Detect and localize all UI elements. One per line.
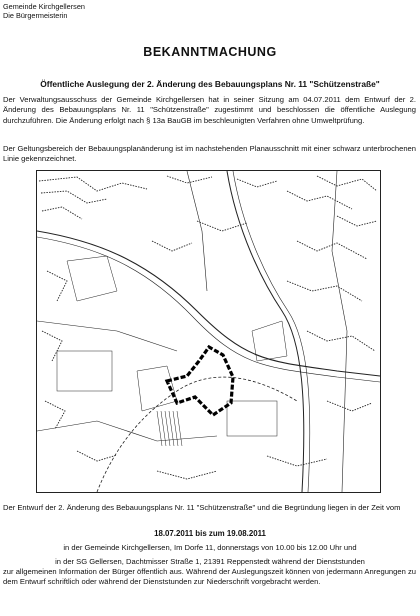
plan-excerpt-map	[36, 170, 381, 493]
location-joint-municipality: in der SG Gellersen, Dachtmisser Straße 1, 21391 Reppenstedt während der Dienststunden	[55, 557, 365, 566]
paragraph-scope: Der Geltungsbereich der Bebauungsplanänderung ist im nachstehenden Planausschnitt mit einer schwarz unterbrochenen Linie gekennzeichnet.	[3, 144, 416, 164]
notice-subtitle: Öffentliche Auslegung der 2. Änderung des Bebauungsplans Nr. 11 "Schützenstraße"	[40, 79, 380, 89]
municipality-name: Gemeinde Kirchgellersen	[3, 2, 85, 11]
plan-map-drawing	[37, 171, 380, 492]
paragraph-public-information: zur allgemeinen Information der Bürger öffentlich aus. Während der Auslegungszeit können von jedermann Anregungen zu dem Entwurf schriftlich oder während der Dienststunden zur Niederschrift vorgebracht werden.	[3, 567, 416, 587]
notice-title: BEKANNTMACHUNG	[143, 45, 277, 59]
display-dates: 18.07.2011 bis zum 19.08.2011	[154, 529, 266, 538]
office-name: Die Bürgermeisterin	[3, 11, 68, 20]
scope-boundary	[167, 347, 233, 415]
paragraph-display-period: Der Entwurf der 2. Änderung des Bebauungsplans Nr. 11 "Schützenstraße" und die Begründung liegen in der Zeit vom	[3, 503, 401, 512]
letterhead	[3, 2, 85, 20]
paragraph-resolution: Der Verwaltungsausschuss der Gemeinde Kirchgellersen hat in seiner Sitzung am 04.07.2011 dem Entwurf der 2. Änderung des Bebauungsplans Nr. 11 "Schützenstraße" zugestimmt und beschlossen die öffentliche Auslegung durchzuführen. Die Änderung erfolgt nach § 13a BauGB im beschleunigten Verfahren ohne Umweltprüfung.	[3, 95, 416, 125]
location-municipality: in der Gemeinde Kirchgellersen, Im Dorfe 11, donnerstags von 10.00 bis 12.00 Uhr und	[63, 543, 357, 552]
